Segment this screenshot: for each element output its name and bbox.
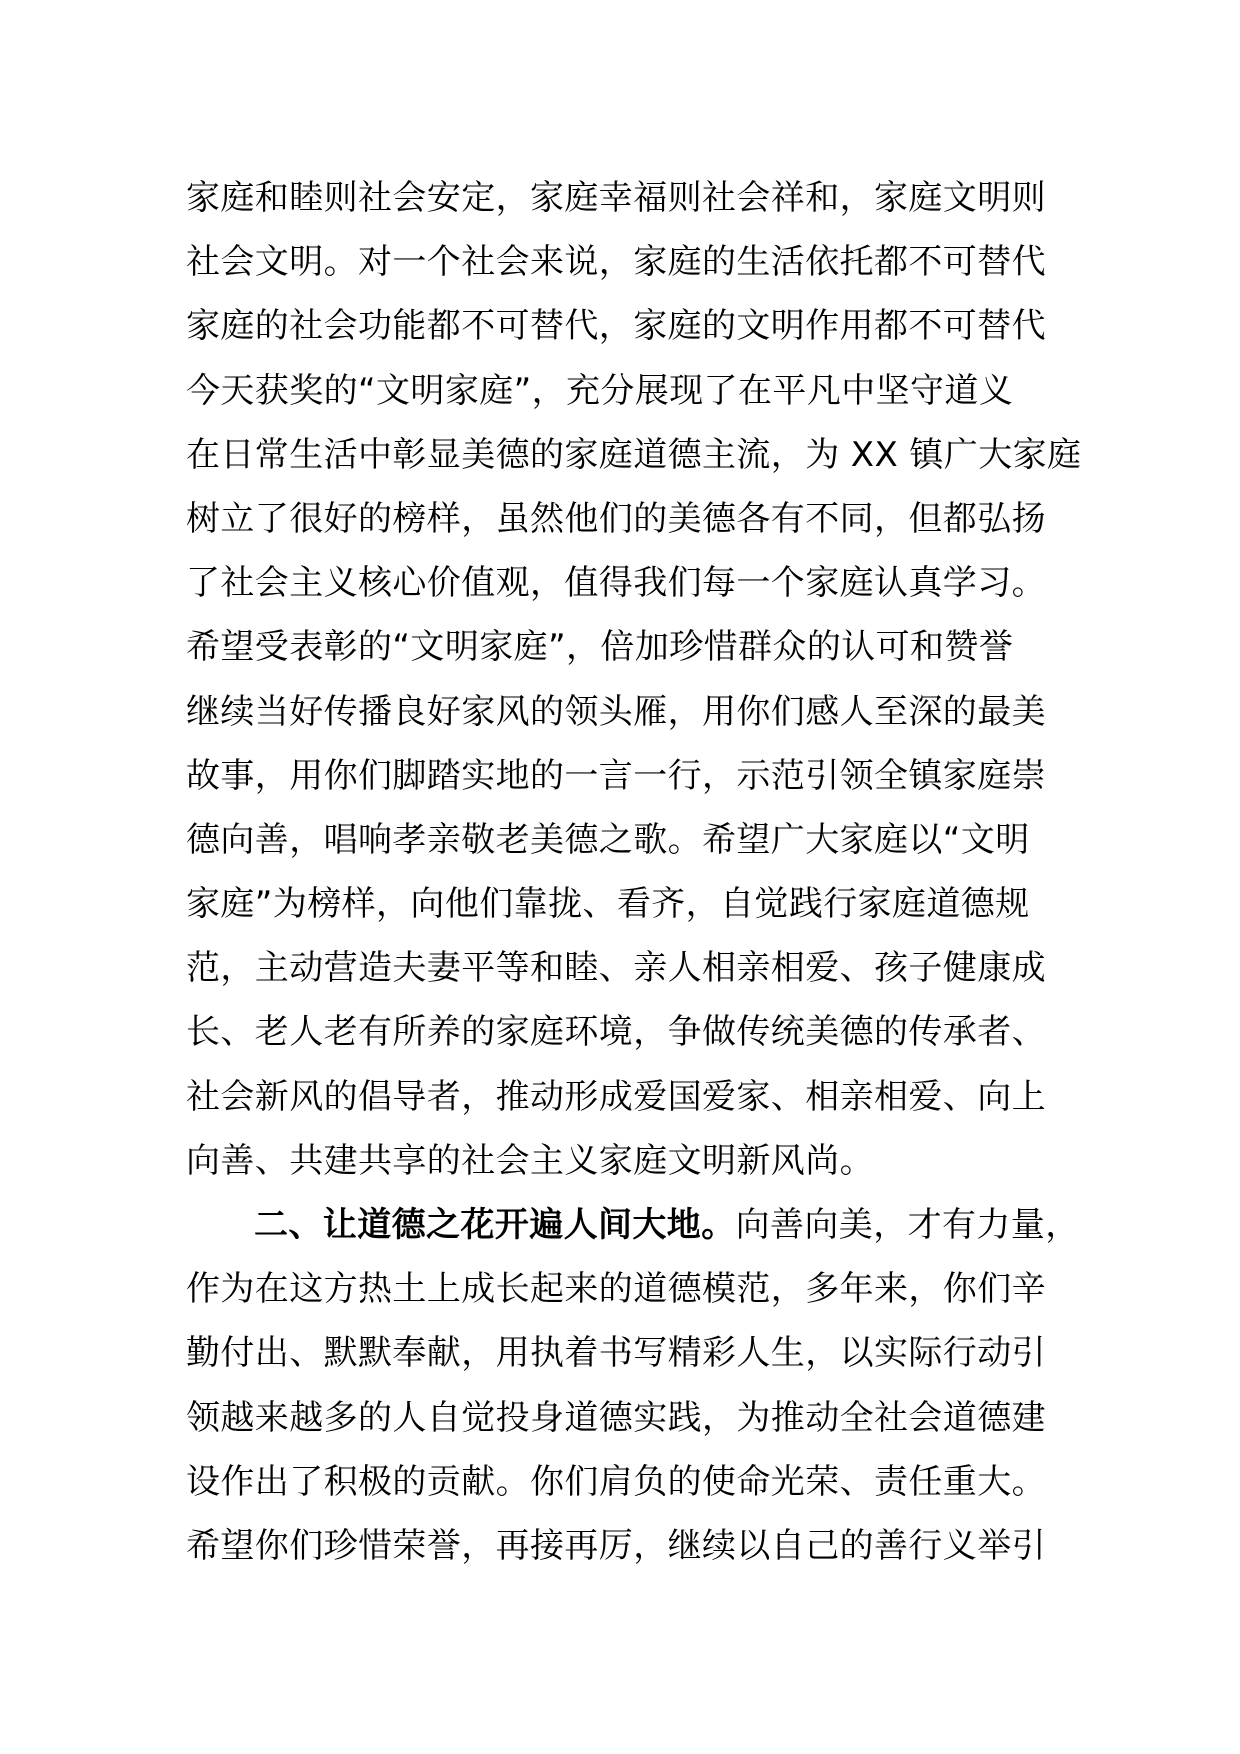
- section2-heading: 二、让道德之花开遍人间大地。: [254, 1205, 736, 1245]
- paragraph-line: 领越来越多的人自觉投身道德实践，为推动全社会道德建: [186, 1397, 1046, 1438]
- paragraph-line: 希望你们珍惜荣誉，再接再厉，继续以自己的善行义举引: [186, 1525, 1046, 1566]
- section2-first-line-text: 向善向美，才有力量，: [735, 1205, 1080, 1245]
- paragraph-line: 故事，用你们脚踏实地的一言一行，示范引领全镇家庭崇: [186, 755, 1046, 796]
- paragraph-line: 家庭的社会功能都不可替代，家庭的文明作用都不可替代: [186, 306, 1046, 347]
- paragraph-line: 在日常生活中彰显美德的家庭道德主流，为 XX 镇广大家庭: [186, 434, 1082, 475]
- paragraph-line: 了社会主义核心价值观，值得我们每一个家庭认真学习。: [186, 563, 1046, 604]
- paragraph-line: 家庭”为榜样，向他们靠拢、看齐，自觉践行家庭道德规: [186, 884, 1030, 925]
- paragraph-line: 家庭和睦则社会安定，家庭幸福则社会祥和，家庭文明则: [186, 178, 1046, 218]
- paragraph-line: 今天获奖的“文明家庭”，充分展现了在平凡中坚守道义: [186, 370, 1014, 411]
- paragraph-line: 勤付出、默默奉献，用执着书写精彩人生，以实际行动引: [186, 1333, 1046, 1374]
- paragraph-line: 设作出了积极的贡献。你们肩负的使命光荣、责任重大。: [186, 1461, 1046, 1502]
- paragraph-line: 范，主动营造夫妻平等和睦、亲人相亲相爱、孩子健康成: [186, 948, 1046, 989]
- paragraph-line: 树立了很好的榜样，虽然他们的美德各有不同，但都弘扬: [186, 498, 1046, 539]
- paragraph-line: 社会文明。对一个社会来说，家庭的生活依托都不可替代: [186, 242, 1046, 283]
- section2-first-line: [186, 1193, 1086, 1257]
- paragraph-line: 德向善，唱响孝亲敬老美德之歌。希望广大家庭以“文明: [186, 819, 1030, 860]
- paragraph-line: 作为在这方热土上成长起来的道德模范，多年来，你们辛: [186, 1269, 1046, 1310]
- paragraph-line: 向善、共建共享的社会主义家庭文明新风尚。: [186, 1140, 874, 1181]
- paragraph-line: 继续当好传播良好家风的领头雁，用你们感人至深的最美: [186, 691, 1046, 732]
- paragraph-line: 希望受表彰的“文明家庭”，倍加珍惜群众的认可和赞誉: [186, 627, 1014, 668]
- paragraph-line: 社会新风的倡导者，推动形成爱国爱家、相亲相爱、向上: [186, 1076, 1046, 1117]
- document-body: [186, 166, 1086, 1578]
- paragraph-line: 长、老人老有所养的家庭环境，争做传统美德的传承者、: [186, 1012, 1046, 1053]
